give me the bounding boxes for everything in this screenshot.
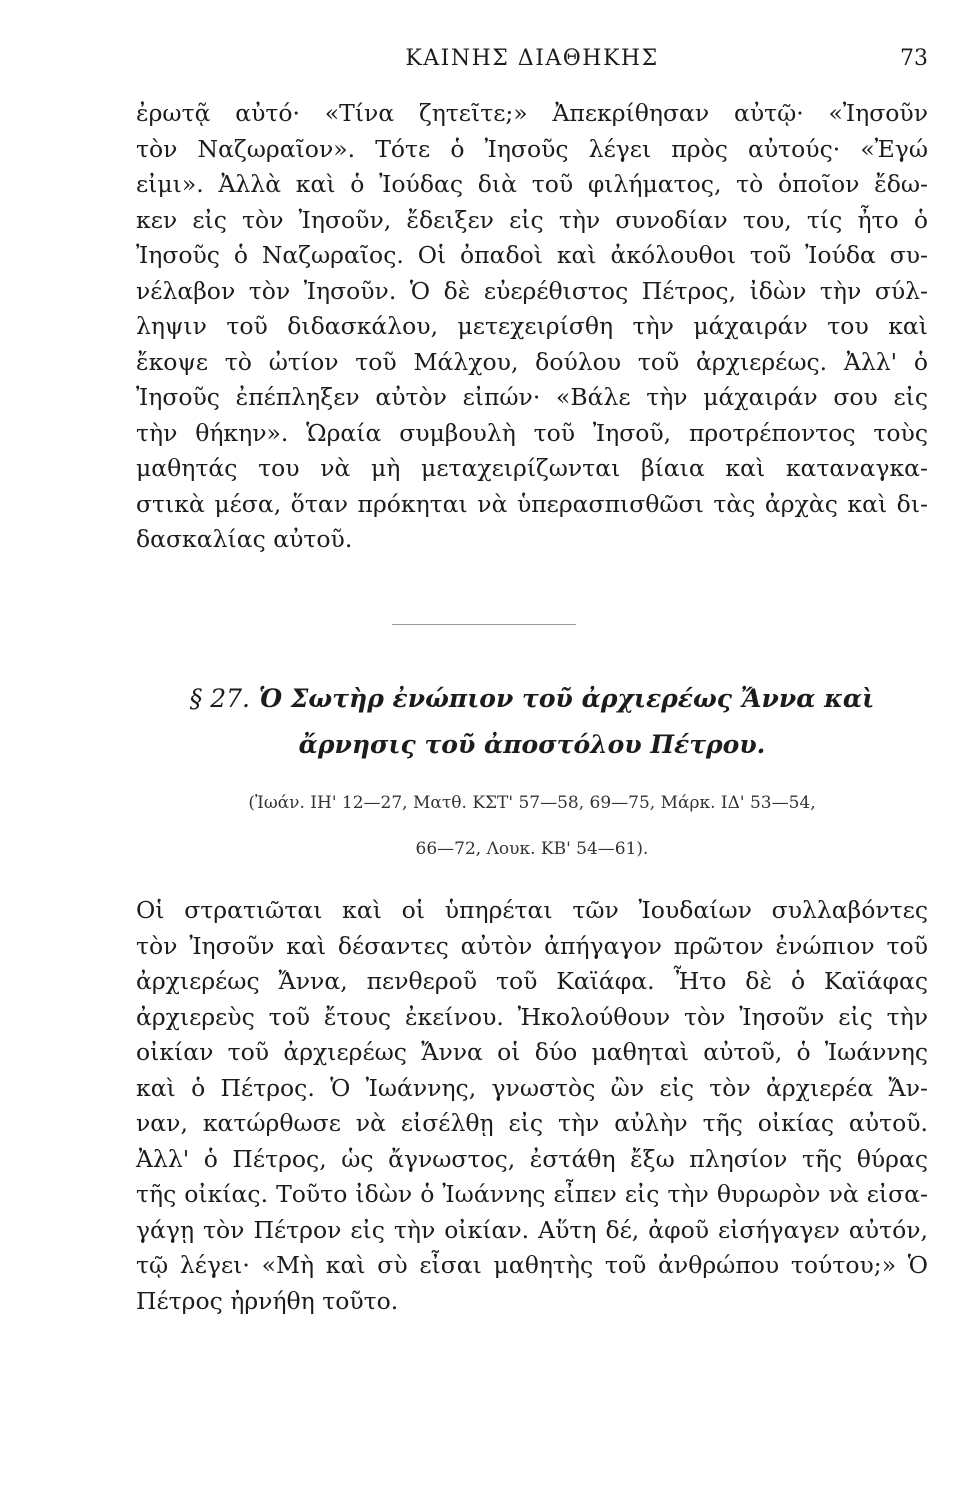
text-line: ἔκοψε τὸ ὠτίον τοῦ Μάλχου, δούλου τοῦ ἀρχιερέως. Ἀλλ' ὁ <box>136 347 928 376</box>
text-line: ἀρχιερέως Ἄννα, πενθεροῦ τοῦ Καϊάφα. Ἦτο δὲ ὁ Καϊάφας <box>136 967 928 995</box>
text-line: τὸν Ναζωραῖον». Τότε ὁ Ἰησοῦς λέγει πρὸς αὐτούς· «Ἐγώ <box>136 134 928 163</box>
text-line: Ἰησοῦς ἐπέπληξεν αὐτὸν εἰπών· «Βάλε τὴν μάχαιράν σου εἰς <box>136 383 928 411</box>
paragraph-1 <box>136 96 928 558</box>
page-number: 73 <box>900 46 928 71</box>
text-line: καὶ ὁ Πέτρος. Ὁ Ἰωάννης, γνωστὸς ὢν εἰς τὸν ἀρχιερέα Ἄν- <box>136 1073 928 1102</box>
running-title: ΚΑΙΝΗΣ ΔΙΑΘΗΚΗΣ <box>405 46 659 71</box>
text-line: ναν, κατώρθωσε νὰ εἰσέλθῃ εἰς τὴν αὐλὴν τῆς οἰκίας αὐτοῦ. <box>136 1109 928 1137</box>
text-line: τὴν θήκην». Ὡραία συμβουλὴ τοῦ Ἰησοῦ, προτρέποντος τοὺς <box>136 418 928 447</box>
reference-line: 66—72, Λουκ. ΚΒ' 54—61). <box>415 839 649 859</box>
text-line: δασκαλίας αὐτοῦ. <box>136 525 353 553</box>
text-line: Ἰησοῦς ὁ Ναζωραῖος. Οἱ ὀπαδοὶ καὶ ἀκόλουθοι τοῦ Ἰούδα συ- <box>136 241 928 269</box>
text-line: τῷ λέγει· «Μὴ καὶ σὺ εἶσαι μαθητὴς τοῦ ἀνθρώπου τούτου;» Ὁ <box>136 1251 928 1279</box>
section-title-line-2: ἄρνησις τοῦ ἀποστόλου Πέτρου. <box>298 730 766 759</box>
text-line: τῆς οἰκίας. Τοῦτο ἰδὼν ὁ Ἰωάννης εἶπεν εἰς τὴν θυρωρὸν νὰ εἰσα- <box>136 1180 928 1208</box>
paragraph-2 <box>136 893 928 1319</box>
text-line: Πέτρος ἠρνήθη τοῦτο. <box>136 1286 399 1315</box>
reference-line: (Ἰωάν. ΙΗ' 12—27, Ματθ. ΚΣΤ' 57—58, 69—75, Μάρκ. ΙΔ' 53—54, <box>248 793 816 813</box>
section-separator <box>392 624 576 625</box>
text-line: Ἀλλ' ὁ Πέτρος, ὡς ἄγνωστος, ἐστάθη ἔξω πλησίον τῆς θύρας <box>136 1144 928 1173</box>
running-header <box>136 44 928 76</box>
section-number: § 27. <box>189 684 250 713</box>
text-line: νέλαβον τὸν Ἰησοῦν. Ὁ δὲ εὐερέθιστος Πέτρος, ἰδὼν τὴν σύλ- <box>136 276 928 305</box>
text-line: γάγῃ τὸν Πέτρον εἰς τὴν οἰκίαν. Αὕτη δέ, ἀφοῦ εἰσήγαγεν αὐτόν, <box>136 1215 928 1244</box>
text-line: ληψιν τοῦ διδασκάλου, μετεχειρίσθη τὴν μάχαιράν του καὶ <box>136 312 928 340</box>
text-line: ἐρωτᾷ αὐτό· «Τίνα ζητεῖτε;» Ἀπεκρίθησαν αὐτῷ· «Ἰησοῦν <box>136 99 928 127</box>
text-line: ἀρχιερεὺς τοῦ ἔτους ἐκείνου. Ἠκολούθουν τὸν Ἰησοῦν εἰς τὴν <box>136 1002 928 1031</box>
scripture-references <box>136 780 928 872</box>
section-heading <box>136 676 928 768</box>
text-line: τὸν Ἰησοῦν καὶ δέσαντες αὐτὸν ἀπήγαγον πρῶτον ἐνώπιον τοῦ <box>136 931 928 960</box>
text-line: εἰμι». Ἀλλὰ καὶ ὁ Ἰούδας διὰ τοῦ φιλήματος, τὸ ὁποῖον ἔδω- <box>136 170 928 198</box>
text-line: οἰκίαν τοῦ ἀρχιερέως Ἄννα οἱ δύο μαθηταὶ αὐτοῦ, ὁ Ἰωάννης <box>136 1038 928 1066</box>
text-line: στικὰ μέσα, ὅταν πρόκηται νὰ ὑπερασπισθῶσι τὰς ἀρχὰς καὶ δι- <box>136 489 928 518</box>
section-title: Ὁ Σωτὴρ ἐνώπιον τοῦ ἀρχιερέως Ἄννα καὶ <box>258 684 875 713</box>
text-line: Οἱ στρατιῶται καὶ οἱ ὑπηρέται τῶν Ἰουδαίων συλλαβόντες <box>136 896 928 924</box>
text-line: κεν εἰς τὸν Ἰησοῦν, ἔδειξεν εἰς τὴν συνοδίαν του, τίς ἦτο ὁ <box>136 205 928 234</box>
text-line: μαθητάς του νὰ μὴ μεταχειρίζωνται βίαια καὶ καταναγκα- <box>136 454 928 482</box>
section-title-line-1 <box>136 676 928 722</box>
